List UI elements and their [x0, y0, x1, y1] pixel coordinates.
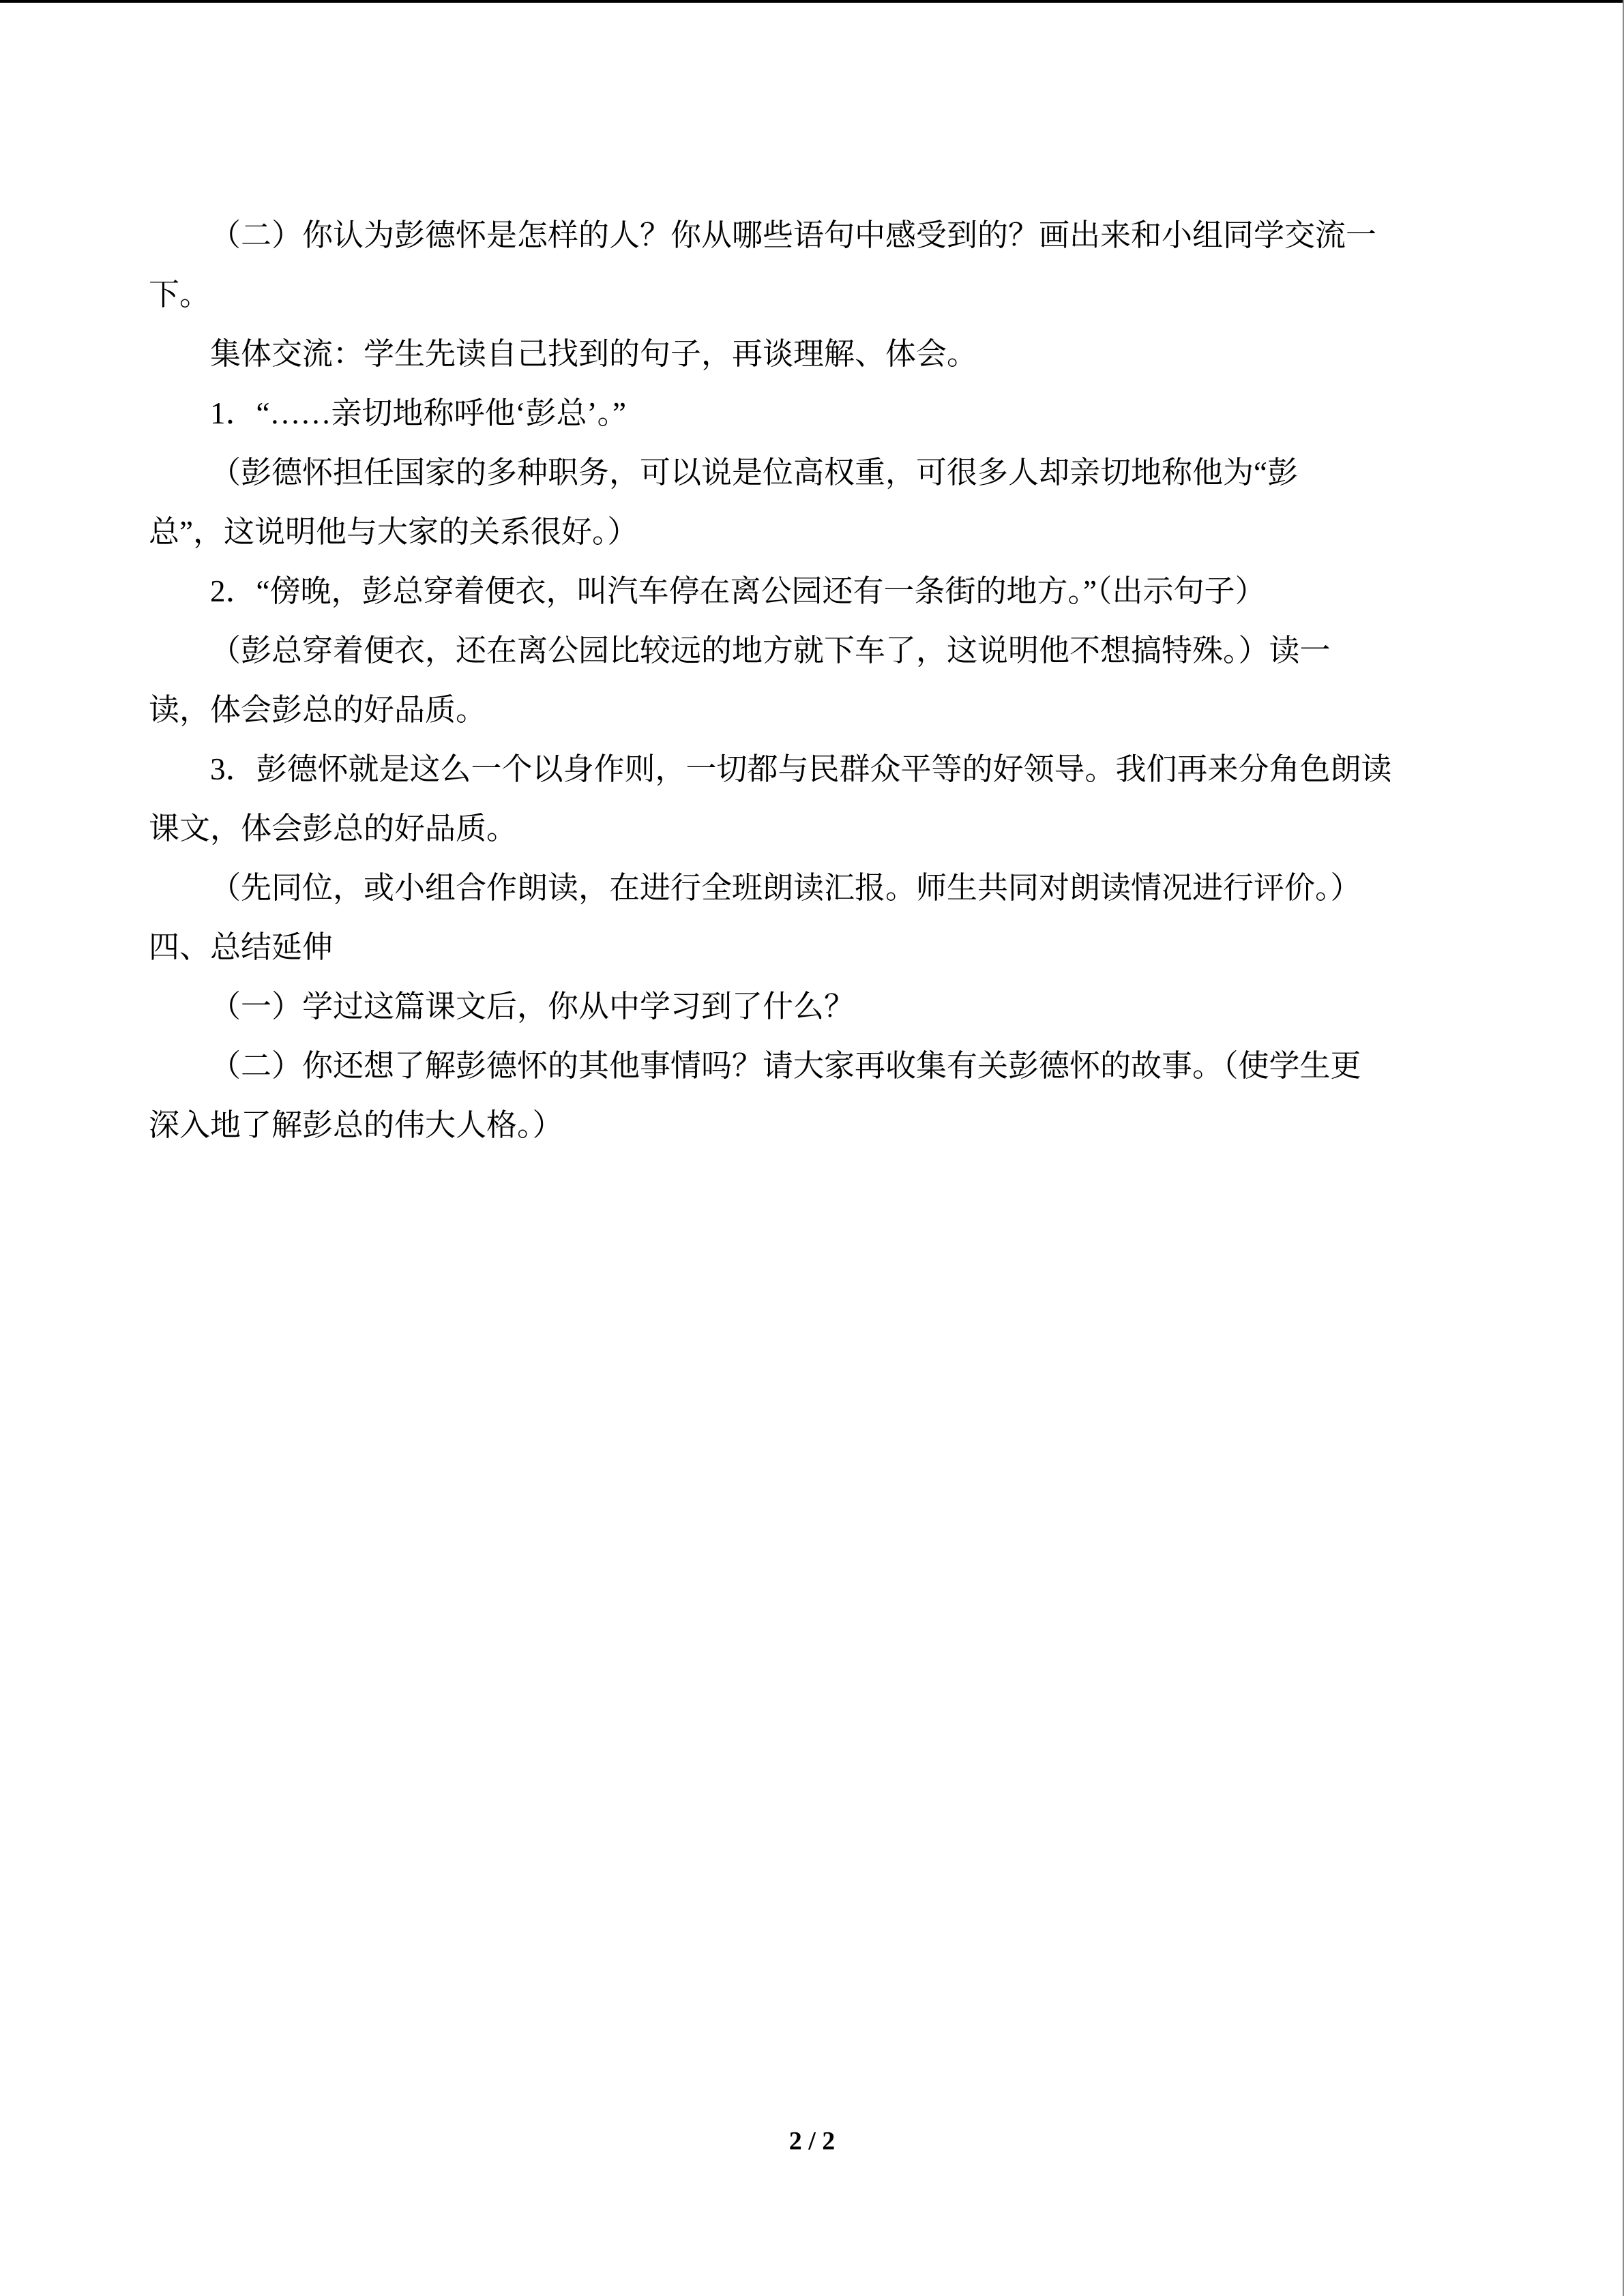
text-line: （二）你认为彭德怀是怎样的人？你从哪些语句中感受到的？画出来和小组同学交流一 — [210, 218, 1377, 252]
text-line: （一）学过这篇课文后，你从中学习到了什么？ — [210, 989, 855, 1024]
page-top-border — [0, 0, 1624, 3]
text-line: 3．彭德怀就是这么一个以身作则，一切都与民群众平等的好领导。我们再来分角色朗读 — [210, 752, 1392, 786]
text-line: （先同位，或小组合作朗读，在进行全班朗读汇报。师生共同对朗读情况进行评价。） — [210, 871, 1361, 905]
text-line: 总”，这说明他与大家的关系很好。） — [149, 515, 638, 549]
text-line: 集体交流：学生先读自己找到的句子，再谈理解、体会。 — [210, 337, 978, 371]
text-line: （二）你还想了解彭德怀的其他事情吗？请大家再收集有关彭德怀的故事。（使学生更 — [210, 1049, 1361, 1083]
page-number: 2 / 2 — [788, 2127, 836, 2156]
text-line: 2．“傍晚，彭总穿着便衣，叫汽车停在离公园还有一条街的地方。”（出示句子） — [210, 574, 1266, 608]
text-line: （彭总穿着便衣，还在离公园比较远的地方就下车了，这说明他不想搞特殊。）读一 — [210, 633, 1331, 668]
text-line: 读，体会彭总的好品质。 — [149, 693, 487, 727]
text-line: 深入地了解彭总的伟大人格。） — [149, 1108, 563, 1142]
document-text — [149, 206, 1547, 1155]
text-line: 下。 — [149, 278, 211, 312]
text-line: 课文，体会彭总的好品质。 — [149, 811, 518, 846]
text-line: 四、总结延伸 — [149, 930, 334, 964]
text-line: （彭德怀担任国家的多种职务，可以说是位高权重，可很多人却亲切地称他为“彭 — [210, 456, 1298, 490]
text-line: 1．“……亲切地称呼他‘彭总’。” — [210, 396, 626, 430]
